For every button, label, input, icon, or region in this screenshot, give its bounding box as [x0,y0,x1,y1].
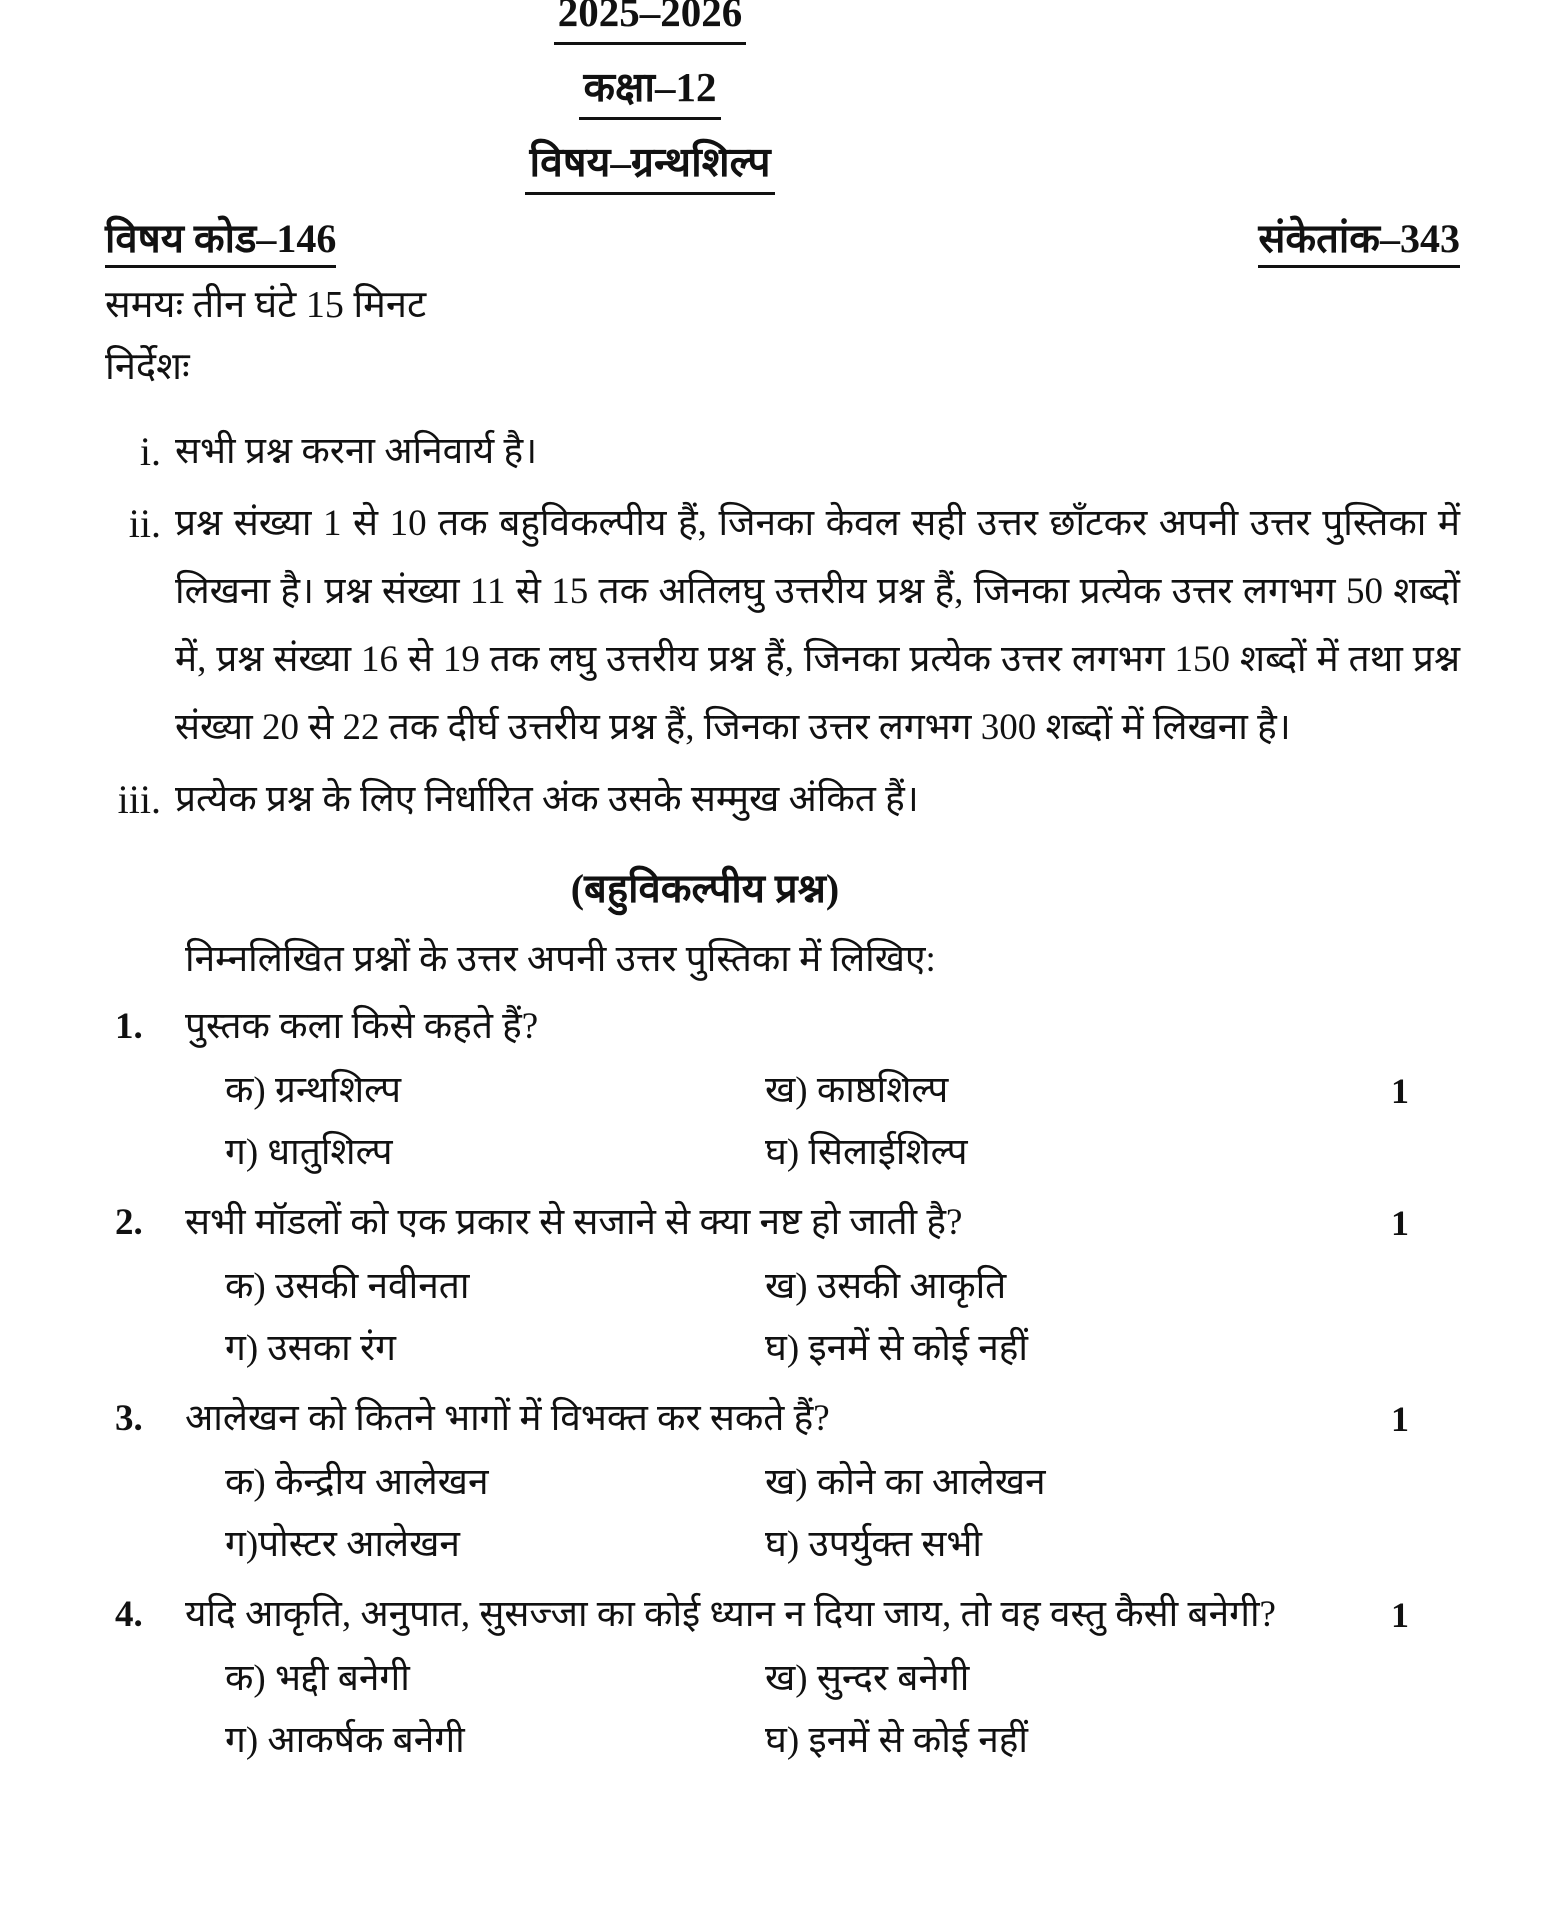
option-ka: क) भद्दी बनेगी [225,1658,410,1699]
question-number: 4. [115,1594,143,1635]
question-number: 2. [115,1202,143,1243]
section-heading: (बहुविकल्पीय प्रश्न) [570,866,840,911]
question-3-options [105,1452,1460,1576]
marks-cell [1385,1452,1460,1514]
option-ga: ग) आकर्षक बनेगी [225,1720,465,1761]
question-number: 1. [115,1006,143,1047]
paper-header [105,0,1195,195]
instructions-list [105,418,1460,834]
session-year [105,0,1195,45]
subject-code: विषय कोड–146 [105,213,336,268]
instruction-text: प्रश्न संख्या 1 से 10 तक बहुविकल्पीय हैं, जिनका केवल सही उत्तर छाँटकर अपनी उत्तर पुस्तिका में लिखना है। प्रश्न संख्या 11 से 15 तक अतिलघु उत्तरीय प्रश्न हैं, जिनका प्रत्येक उत्तर लगभग 50 शब्दों में, प्रश्न संख्या 16 से 19 तक लघु उत्तरीय प्रश्न हैं, जिनका प्रत्येक उत्तर लगभग 150 शब्दों में तथा प्रश्न संख्या 20 से 22 तक दीर्घ उत्तरीय प्रश्न हैं, जिनका उत्तर लगभग 300 शब्दों में लिखना है। [175,503,1460,748]
question-4-head [105,1586,1460,1644]
option-ka: क) ग्रन्थशिल्प [225,1070,402,1111]
option-kha: ख) उसकी आकृति [765,1266,1007,1307]
question-4-options [105,1648,1460,1772]
instruction-item-3 [105,766,1460,834]
subject-line-text: विषय–ग्रन्थशिल्प [525,134,774,195]
marks-cell [1385,1256,1460,1318]
option-ka: क) केन्द्रीय आलेखन [225,1462,489,1503]
option-ga: ग) धातुशिल्प [225,1132,393,1173]
question-number: 3. [115,1398,143,1439]
time-allowed: समयः तीन घंटे 15 मिनट [105,284,427,326]
instruction-item-2 [105,490,1460,762]
question-3-head [105,1390,1460,1448]
option-gha: घ) सिलाईशिल्प [765,1132,968,1173]
subject-line [105,134,1195,195]
class-line-text: कक्षा–12 [579,59,720,120]
option-gha: घ) इनमें से कोई नहीं [765,1720,1028,1761]
code-row [105,213,1460,268]
question-1-head [105,998,1460,1056]
question-2-options [105,1256,1460,1380]
instruction-text: सभी प्रश्न करना अनिवार्य है। [175,431,538,472]
marks-cell [1385,1648,1460,1710]
option-ga: ग)पोस्टर आलेखन [225,1524,460,1565]
option-kha: ख) कोने का आलेखन [765,1462,1046,1503]
marks-value: 1 [1391,1399,1409,1439]
question-2-head [105,1194,1460,1252]
question-2 [105,1194,1460,1380]
marks-value: 1 [1391,1595,1409,1635]
instruction-number: i. [139,429,161,474]
marks-cell [1385,1514,1460,1576]
session-year-text: 2025–2026 [554,0,747,45]
option-ka: क) उसकी नवीनता [225,1266,470,1307]
instruction-item-1 [105,418,1460,486]
option-kha: ख) काष्ठशिल्प [765,1070,949,1111]
option-kha: ख) सुन्दर बनेगी [765,1658,970,1699]
marks-cell [1385,1318,1460,1380]
class-line [105,59,1195,120]
section-intro: निम्नलिखित प्रश्नों के उत्तर अपनी उत्तर पुस्तिका में लिखिए: [185,939,936,980]
question-text: सभी मॉडलों को एक प्रकार से सजाने से क्या नष्ट हो जाती है? [185,1202,963,1243]
option-gha: घ) इनमें से कोई नहीं [765,1328,1028,1369]
question-1-options [105,1060,1460,1184]
question-3 [105,1390,1460,1576]
marks-value: 1 [1391,1203,1409,1243]
instruction-number: iii. [117,777,161,822]
question-text: यदि आकृति, अनुपात, सुसज्जा का कोई ध्यान न दिया जाय, तो वह वस्तु कैसी बनेगी? [185,1594,1276,1635]
section-heading-wrap [105,860,1305,918]
marks-cell [1385,1710,1460,1772]
option-ga: ग) उसका रंग [225,1328,396,1369]
instruction-text: प्रत्येक प्रश्न के लिए निर्धारित अंक उसके सम्मुख अंकित हैं। [175,779,919,820]
question-1 [105,998,1460,1184]
marks-value: 1 [1391,1071,1409,1111]
paper-code-number: संकेतांक–343 [1258,213,1460,268]
question-text: पुस्तक कला किसे कहते हैं? [185,1006,539,1047]
directions-label: निर्देशः [105,346,190,388]
instruction-number: ii. [128,501,161,546]
question-text: आलेखन को कितने भागों में विभक्त कर सकते हैं? [185,1398,830,1439]
option-gha: घ) उपर्युक्त सभी [765,1524,982,1565]
marks-cell [1385,1122,1460,1184]
question-4 [105,1586,1460,1772]
